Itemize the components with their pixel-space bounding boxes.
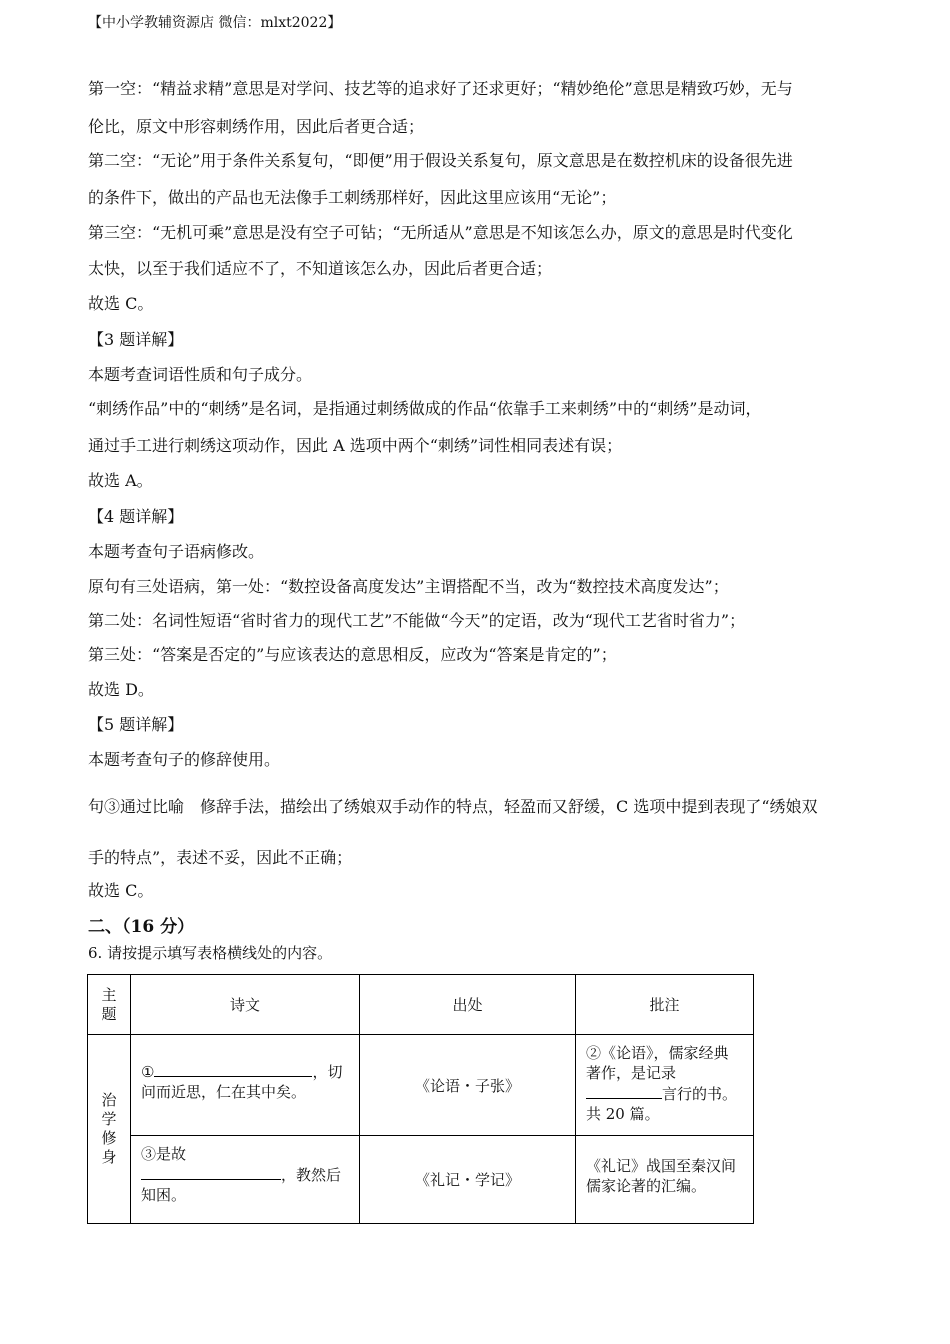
note-prefix: ②《论语》，儒家经典著作，是记录 — [586, 1044, 729, 1082]
note-suffix: 言行的书。共 20 篇。 — [586, 1085, 738, 1123]
section-heading: 【4 题详解】 — [88, 507, 184, 526]
poem-suffix: ，教然后知困。 — [141, 1166, 342, 1204]
fill-in-table — [87, 974, 754, 1224]
poem-prefix: ③是故 — [141, 1145, 187, 1163]
text-line: 本题考查词语性质和句子成分。 — [88, 365, 313, 384]
note-cell — [576, 1136, 754, 1224]
text-line: 原句有三处语病，第一处：“数控设备高度发达”主谓搭配不当，改为“数控技术高度发达”； — [88, 577, 729, 596]
page-header: 【中小学教辅资源店 微信：mlxt2022】 — [88, 15, 342, 31]
text-line: 故选 A。 — [88, 471, 153, 490]
source-cell: 《礼记・学记》 — [360, 1136, 576, 1224]
text-line: 通过手工进行刺绣这项动作，因此 A 选项中两个“刺绣”词性相同表述有误； — [88, 436, 623, 455]
source-cell: 《论语・子张》 — [360, 1035, 576, 1136]
poem-cell — [131, 1035, 360, 1136]
poem-cell — [131, 1136, 360, 1224]
text-line: 故选 C。 — [88, 294, 154, 313]
text-line: 本题考查句子的修辞使用。 — [88, 750, 281, 769]
text-line: 第一空：“精益求精”意思是对学问、技艺等的追求好了还求更好；“精妙绝伦”意思是精致巧妙，无与 — [88, 79, 793, 98]
text-line: 第三空：“无机可乘”意思是没有空子可钻；“无所适从”意思是不知该怎么办，原文的意思是时代变化 — [88, 223, 793, 242]
poem-suffix: ，切问而近思，仁在其中矣。 — [141, 1063, 343, 1101]
text-line: “刺绣作品”中的“刺绣”是名词，是指通过刺绣做成的作品“依靠手工来刺绣”中的“刺绣”是动词， — [88, 399, 762, 418]
text-line: 伦比，原文中形容刺绣作用，因此后者更合适； — [88, 117, 425, 136]
text-line: 本题考查句子语病修改。 — [88, 542, 265, 561]
note-cell — [576, 1035, 754, 1136]
text-line: 的条件下，做出的产品也无法像手工刺绣那样好，因此这里应该用“无论”； — [88, 188, 617, 207]
answer-blank-2[interactable] — [586, 1083, 662, 1099]
theme-cell: 治学修身 — [88, 1035, 131, 1224]
text-line: 第二处：名词性短语“省时省力的现代工艺”不能做“今天”的定语，改为“现代工艺省时省力”； — [88, 611, 746, 630]
question-prompt: 6. 请按提示填写表格横线处的内容。 — [88, 944, 333, 962]
text-line: 太快，以至于我们适应不了，不知道该怎么办，因此后者更合适； — [88, 259, 553, 278]
note-text: 《礼记》战国至秦汉间儒家论著的汇编。 — [586, 1157, 737, 1195]
header-source: 出处 — [360, 975, 576, 1035]
section-heading: 【3 题详解】 — [88, 330, 184, 349]
header-theme: 主题 — [88, 975, 131, 1035]
section-heading: 【5 题详解】 — [88, 715, 184, 734]
answer-blank-3[interactable] — [141, 1164, 281, 1180]
text-line: 故选 D。 — [88, 680, 154, 699]
answer-blank-1[interactable] — [154, 1061, 312, 1077]
poem-prefix: ① — [141, 1063, 155, 1081]
text-line: 第二空：“无论”用于条件关系复句，“即便”用于假设关系复句，原文意思是在数控机床的设备很先进 — [88, 151, 793, 170]
text-line: 故选 C。 — [88, 881, 154, 900]
text-line: 句③通过比喻 修辞手法，描绘出了绣娘双手动作的特点，轻盈而又舒缓，C 选项中提到表现了“绣娘双 — [88, 797, 818, 816]
header-poem: 诗文 — [131, 975, 360, 1035]
text-line: 第三处：“答案是否定的”与应该表达的意思相反，应改为“答案是肯定的”； — [88, 645, 617, 664]
header-note: 批注 — [576, 975, 754, 1035]
section-title: 二、（16 分） — [88, 917, 195, 937]
text-line: 手的特点”，表述不妥，因此不正确； — [88, 848, 353, 867]
